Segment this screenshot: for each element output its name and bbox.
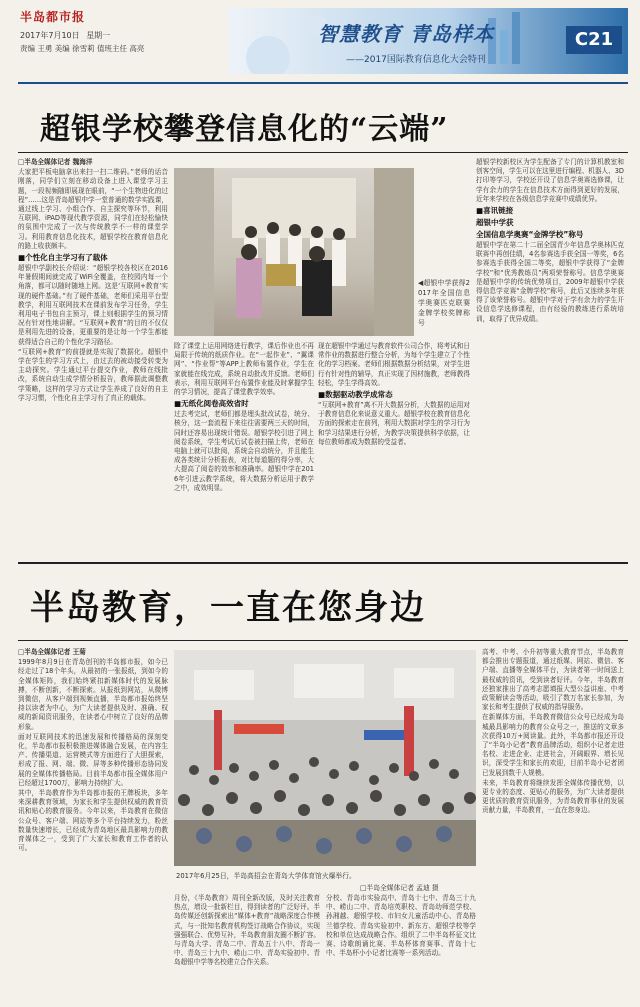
paragraph-1e: 现在超银中学通过与教育软件公司合作，将考试和日常作业的数据进行整合分析，为每个学生建立了个性化的学习档案。老师们根据数据分析结果，对学生进行有针对性的辅导，真正实现了因材施教，老师教得轻松，学生学得高效。 <box>318 342 470 387</box>
banner-box <box>228 8 628 74</box>
photo-caption-2: 2017年6月25日，半岛高招会在青岛大学体育馆火爆举行。 <box>176 872 356 880</box>
staff-line: 责编 王勇 美编 徐雪莉 值班主任 高亮 <box>20 44 145 53</box>
headline-rule-2 <box>18 640 628 641</box>
banner-subtitle: ——2017国际教育信息化大会特刊 <box>346 55 486 65</box>
paragraph-1d: 过去考完试，老师们都是埋头批改试卷，统分、核分，这一套流程下来往往需要两三天的时间，同时还容易出现统计错误。超银学校引进了网上阅卷系统，学生考试后试卷被扫描上传，老师在电脑上就可以批阅，系统会自动统分，并且能生成各类统计分析报表，对比每道题的得分率，大大提高了阅卷的效率和准确率。超银中学在2016年引进云教学系统，将大数据分析运用于教学之中，成效明显。 <box>174 410 314 492</box>
weekday-text: 星期一 <box>86 31 111 40</box>
link-title-1: 超银中学获 <box>476 218 514 228</box>
paragraph-1c: 除了课堂上运用网络进行教学，课后作业也不再局限于传统的纸质作业。在“一起作业”、“翼课网”、“作业帮”等APP上教师布置作业，学生在家就能在线完成，系统自动批改并反馈。老师们表示，利用互联网平台布置作业能及时掌握学生的学习情况，提高了课堂教学效率。 <box>174 342 314 397</box>
subhead-3: ■数据驱动教学成常态 <box>318 390 393 400</box>
paragraph-2b: 面对互联网技术的迅速发展和传播格局的深刻变化，半岛都市报积极推进媒体融合发展，在内容生产、传播渠道、运营模式等方面进行了大胆探索，形成了报、网、端、微、屏等多种传播形态协同发展的全媒体传播格局。目前半岛都市报全媒体用户已经超过1700万，影响力持续扩大。 <box>18 732 168 787</box>
photo-credit-2: □半岛全媒体记者 孟迪 摄 <box>360 884 439 892</box>
paragraph-2c: 其中，半岛教育作为半岛都市报的王牌板块，多年来深耕教育领域，为家长和学生提供权威的教育资讯和贴心的教育服务。今年以来，半岛教育在微信公众号、客户端、网站等多个平台持续发力，粉丝数量快速增长，已经成为青岛地区最具影响力的教育媒体之一，受到了广大家长和教育工作者的认可。 <box>18 789 168 853</box>
paragraph-2d: 月份，《半岛教育》周刊全新改版，及时关注教育热点，增设一批新栏目，得到读者的广泛好评。半岛传媒还创新探索出“媒体+教育”战略深度合作模式，与一批知名教育机构签订战略合作协议，实现强强联合、优势互补，半岛教育朋友圈不断扩容。与青岛大学、青岛二中、青岛五十八中、青岛一中、青岛三十九中、崂山二中、青岛实验初中、青岛超银中学等名校建立合作关系。 <box>174 894 320 967</box>
photo-illustration <box>174 168 414 336</box>
subhead-4: ■喜讯链接 <box>476 206 514 216</box>
link-title-2: 全国信息学奥赛“金牌学校”称号 <box>476 230 584 240</box>
article1-col1 <box>18 158 168 558</box>
paragraph-2g: 在新媒体方面，半岛教育微信公众号已经成为岛城最具影响力的教育公众号之一，推送的文章多次获得10万+阅读量。此外，半岛都市报还开设了“半岛小记者”教育品牌活动，组织小记者走进名校、走进企业、走进社会，开阔眼界、增长见识，深受学生和家长的欢迎，目前半岛小记者团已发展到数千人规模。 <box>482 713 624 777</box>
article1-col2 <box>174 342 314 558</box>
masthead <box>0 0 640 88</box>
crowd-illustration <box>174 650 476 866</box>
banner-title: 智慧教育 青岛样本 <box>318 22 494 46</box>
subhead-2: ■无纸化阅卷高效省时 <box>174 399 249 409</box>
paragraph-1g: 超银学校新校区为学生配备了专门的计算机教室和创客空间，学生可以在这里进行编程、机器人、3D打印等学习，学校还开设了信息学奥赛选修课，让学有余力的学生在信息技术方面得到更好的发展，近年来学校在各级信息学竞赛中成绩优异。 <box>476 158 624 203</box>
byline-1: □半岛全媒体记者 魏海洋 <box>18 158 93 166</box>
byline-2: □半岛全媒体记者 王菊 <box>18 648 86 656</box>
lead-paragraph-1: 大家把平板电脑拿出来扫一扫二维码。”老师的话音刚落，同学们立刻在移动设备上进入课堂学习主题，一段视频随即展现在眼前，“一个生物进化的过程”……这是青岛超银中学一堂普通的数学实践课，通过线上学习、小组合作、自主探究等环节，利用互联网、iPAD等现代教学资源，同学们在轻松愉快的氛围中完成了一次与传统教学不一样的课堂学习。利用教育信息化技术，超银学校在教育信息化的路上收获颇丰。 <box>18 168 168 250</box>
paragraph-2h: 未来，半岛教育将继续发挥全媒体传播优势，以更专业的态度、更贴心的服务，为广大读者提供更优质的教育资讯服务，为青岛教育事业的发展贡献力量，半岛教育，一直在您身边。 <box>482 778 624 815</box>
article2-col2 <box>174 894 320 1002</box>
paragraph-2f: 高考、中考、小升初等重大教育节点，半岛教育都会推出专题报道，通过纸媒、网站、微信、客户端、直播等全媒体平台，为读者第一时间送上最权威的资讯，受到读者好评。今年，半岛教育还独家推出了高考志愿填报大型公益讲座、中考政策解读会等活动，吸引了数万名家长参加，为家长和考生提供了权威的指导服务。 <box>482 648 624 712</box>
headline-2: 半岛教育，一直在您身边 <box>30 588 426 628</box>
date-text: 2017年7月10日 <box>20 31 80 40</box>
page-number: C21 <box>566 26 622 54</box>
article1-col3 <box>318 342 470 558</box>
section-divider <box>18 562 628 564</box>
paragraph-1h: 超银中学在第二十二届全国青少年信息学奥林匹克联赛中再创佳绩，4名参赛选手获全国一等奖，6名参赛选手获得全国二等奖，超银中学获得了“金牌学校”和“优秀教练员”两项荣誉称号。信息学奥赛是超银中学的传统优势项目，2009年超银中学获得信息学竞赛“金牌学校”称号，此后又连续多年获得了该荣誉称号。超银中学对于学有余力的学生开设信息学选修课程，由有经验的教练进行系统培训，取得了优异成绩。 <box>476 241 624 323</box>
article2-col4 <box>482 648 624 1002</box>
paragraph-1f: “互联网+教育”离不开大数据分析，大数据的运用对于教育信息化来说意义重大。超银学校在教育信息化方面的探索走在前列，利用大数据对学生的学习行为和学习结果进行分析，为教学决策提供科学依据，让每位教师都成为数据的受益者。 <box>318 401 470 446</box>
photo-caption-1: ◀超银中学获得2017年全国信息学奥赛匹克联赛金牌学校奖牌称号 <box>418 279 470 327</box>
paragraph-2a: 1999年8月9日在青岛创刊的半岛都市报，如今已经走过了18个年头，从最初的一张报纸，到如今的全媒体矩阵，我们始终紧扣新媒体时代的发展脉搏，不断创新，不断探索。从报纸到网站，从微博到微信，从客户端到视频直播，半岛都市报始终坚持以读者为中心，为广大读者提供及时、准确、权威的新闻资讯服务，在读者心中树立了良好的品牌形象。 <box>18 658 168 731</box>
paragraph-1a: 超银中学副校长介绍说：“超银学校各校区在2016年暑假期间就完成了WiFi全覆盖，在校园内每一个角落，都可以随时随地上网。这是‘互联网+教育’实现的硬件基础。”有了硬件基础，老师们采用平台型教学，利用互联网技术在课前发布学习任务，学生利用电子书包自主预习，课上则根据学生的预习情况有针对性地讲解。“互联网+教育”的目的不仅仅是利用先进的设备，更重要的是让每一个学生都能获得适合自己的个性化学习路径。 <box>18 264 168 346</box>
article2-col1 <box>18 648 168 1000</box>
paper-logo: 半岛都市报 <box>20 10 86 24</box>
issue-date <box>20 30 110 41</box>
headline-1: 超银学校攀登信息化的“云端” <box>40 112 449 147</box>
headline-rule-1 <box>18 152 628 153</box>
paragraph-1b: “互联网+教育”的前提就是实现了数据化。超银中学在学生的学习方式上，由过去的被动接受转变为主动探究。学生通过平台提交作业，教师在线批改，系统自动生成学情分析报告，教师据此调整教学策略，这样的学习方式让学生养成了良好的自主学习习惯，个性化自主学习有了真正的载体。 <box>18 347 168 402</box>
article2-col3 <box>326 894 476 1002</box>
paragraph-2e: 分校、青岛市实验高中、青岛十七中、青岛三十九中、崂山二中、青岛培英职校、青岛幼师范学校、孙湘越、超银学校、市妇女儿童活动中心、青岛格兰德学校、青岛实验初中、新东方、超银学校等学校和单位达成战略合作。组织了二中半岛杯征文比赛、诗歌朗诵比赛、半岛杯体育赛事、青岛十七中、半岛杯小小记者比赛等一系列活动。 <box>326 894 476 958</box>
school-award-photo <box>174 168 414 336</box>
header-rule <box>18 82 628 84</box>
article1-col4 <box>476 158 624 558</box>
college-fair-photo <box>174 650 476 866</box>
subhead-1: ■个性化自主学习有了载体 <box>18 253 108 263</box>
